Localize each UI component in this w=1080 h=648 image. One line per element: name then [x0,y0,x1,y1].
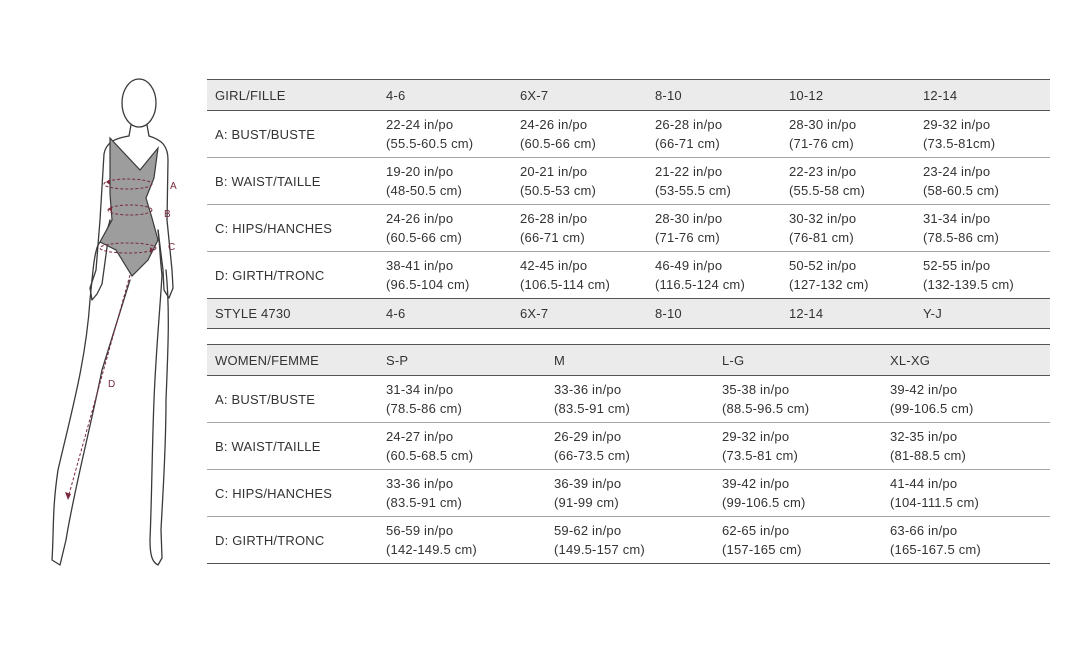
style-row [207,299,1050,329]
style-label: STYLE 4730 [207,299,378,329]
style-size: 8-10 [647,299,781,329]
style-size: 6X-7 [512,299,647,329]
label-a: A [170,181,177,192]
table-row [207,517,1050,564]
cell: 46-49 in/po (116.5-124 cm) [647,252,781,299]
row-label: D: GIRTH/TRONC [207,252,378,299]
style-size: 4-6 [378,299,512,329]
girl-size-10-12: 10-12 [781,80,915,111]
table-row [207,205,1050,252]
cell: 33-36 in/po (83.5-91 cm) [546,376,714,423]
girl-size-8-10: 8-10 [647,80,781,111]
row-label: A: BUST/BUSTE [207,376,378,423]
cell: 24-26 in/po (60.5-66 cm) [512,111,647,158]
row-label: C: HIPS/HANCHES [207,470,378,517]
girl-size-6x-7: 6X-7 [512,80,647,111]
table-row [207,158,1050,205]
style-size: Y-J [915,299,1050,329]
cell: 31-34 in/po (78.5-86 cm) [915,205,1050,252]
cell: 35-38 in/po (88.5-96.5 cm) [714,376,882,423]
cell: 30-32 in/po (76-81 cm) [781,205,915,252]
cell: 22-24 in/po (55.5-60.5 cm) [378,111,512,158]
cell: 23-24 in/po (58-60.5 cm) [915,158,1050,205]
girl-size-4-6: 4-6 [378,80,512,111]
cell: 19-20 in/po (48-50.5 cm) [378,158,512,205]
label-d: D [108,379,116,390]
leotard-shape [100,138,158,276]
women-size-m: M [546,345,714,376]
women-size-s-p: S-P [378,345,546,376]
cell: 63-66 in/po (165-167.5 cm) [882,517,1050,564]
body-measurement-figure [30,70,200,580]
row-label: A: BUST/BUSTE [207,111,378,158]
women-size-xl-xg: XL-XG [882,345,1050,376]
cell: 24-27 in/po (60.5-68.5 cm) [378,423,546,470]
cell: 21-22 in/po (53-55.5 cm) [647,158,781,205]
cell: 26-29 in/po (66-73.5 cm) [546,423,714,470]
women-size-table [207,344,1050,564]
row-label: B: WAIST/TAILLE [207,158,378,205]
cell: 33-36 in/po (83.5-91 cm) [378,470,546,517]
cell: 26-28 in/po (66-71 cm) [647,111,781,158]
cell: 28-30 in/po (71-76 cm) [781,111,915,158]
cell: 22-23 in/po (55.5-58 cm) [781,158,915,205]
cell: 36-39 in/po (91-99 cm) [546,470,714,517]
cell: 20-21 in/po (50.5-53 cm) [512,158,647,205]
cell: 59-62 in/po (149.5-157 cm) [546,517,714,564]
girl-header-label: GIRL/FILLE [207,80,378,111]
cell: 31-34 in/po (78.5-86 cm) [378,376,546,423]
row-label: B: WAIST/TAILLE [207,423,378,470]
girl-size-12-14: 12-14 [915,80,1050,111]
women-size-l-g: L-G [714,345,882,376]
cell: 39-42 in/po (99-106.5 cm) [882,376,1050,423]
row-label: C: HIPS/HANCHES [207,205,378,252]
cell: 28-30 in/po (71-76 cm) [647,205,781,252]
table-row [207,423,1050,470]
women-header-row [207,345,1050,376]
table-row [207,470,1050,517]
row-label: D: GIRTH/TRONC [207,517,378,564]
style-size: 12-14 [781,299,915,329]
cell: 41-44 in/po (104-111.5 cm) [882,470,1050,517]
table-row [207,111,1050,158]
cell: 32-35 in/po (81-88.5 cm) [882,423,1050,470]
cell: 24-26 in/po (60.5-66 cm) [378,205,512,252]
label-c: C [168,242,176,253]
table-row [207,376,1050,423]
cell: 50-52 in/po (127-132 cm) [781,252,915,299]
cell: 29-32 in/po (73.5-81 cm) [714,423,882,470]
cell: 42-45 in/po (106.5-114 cm) [512,252,647,299]
cell: 39-42 in/po (99-106.5 cm) [714,470,882,517]
cell: 26-28 in/po (66-71 cm) [512,205,647,252]
label-b: B [164,209,171,220]
girl-header-row [207,80,1050,111]
cell: 62-65 in/po (157-165 cm) [714,517,882,564]
cell: 38-41 in/po (96.5-104 cm) [378,252,512,299]
cell: 29-32 in/po (73.5-81cm) [915,111,1050,158]
cell: 56-59 in/po (142-149.5 cm) [378,517,546,564]
cell: 52-55 in/po (132-139.5 cm) [915,252,1050,299]
women-header-label: WOMEN/FEMME [207,345,378,376]
girl-size-table [207,79,1050,329]
table-row [207,252,1050,299]
